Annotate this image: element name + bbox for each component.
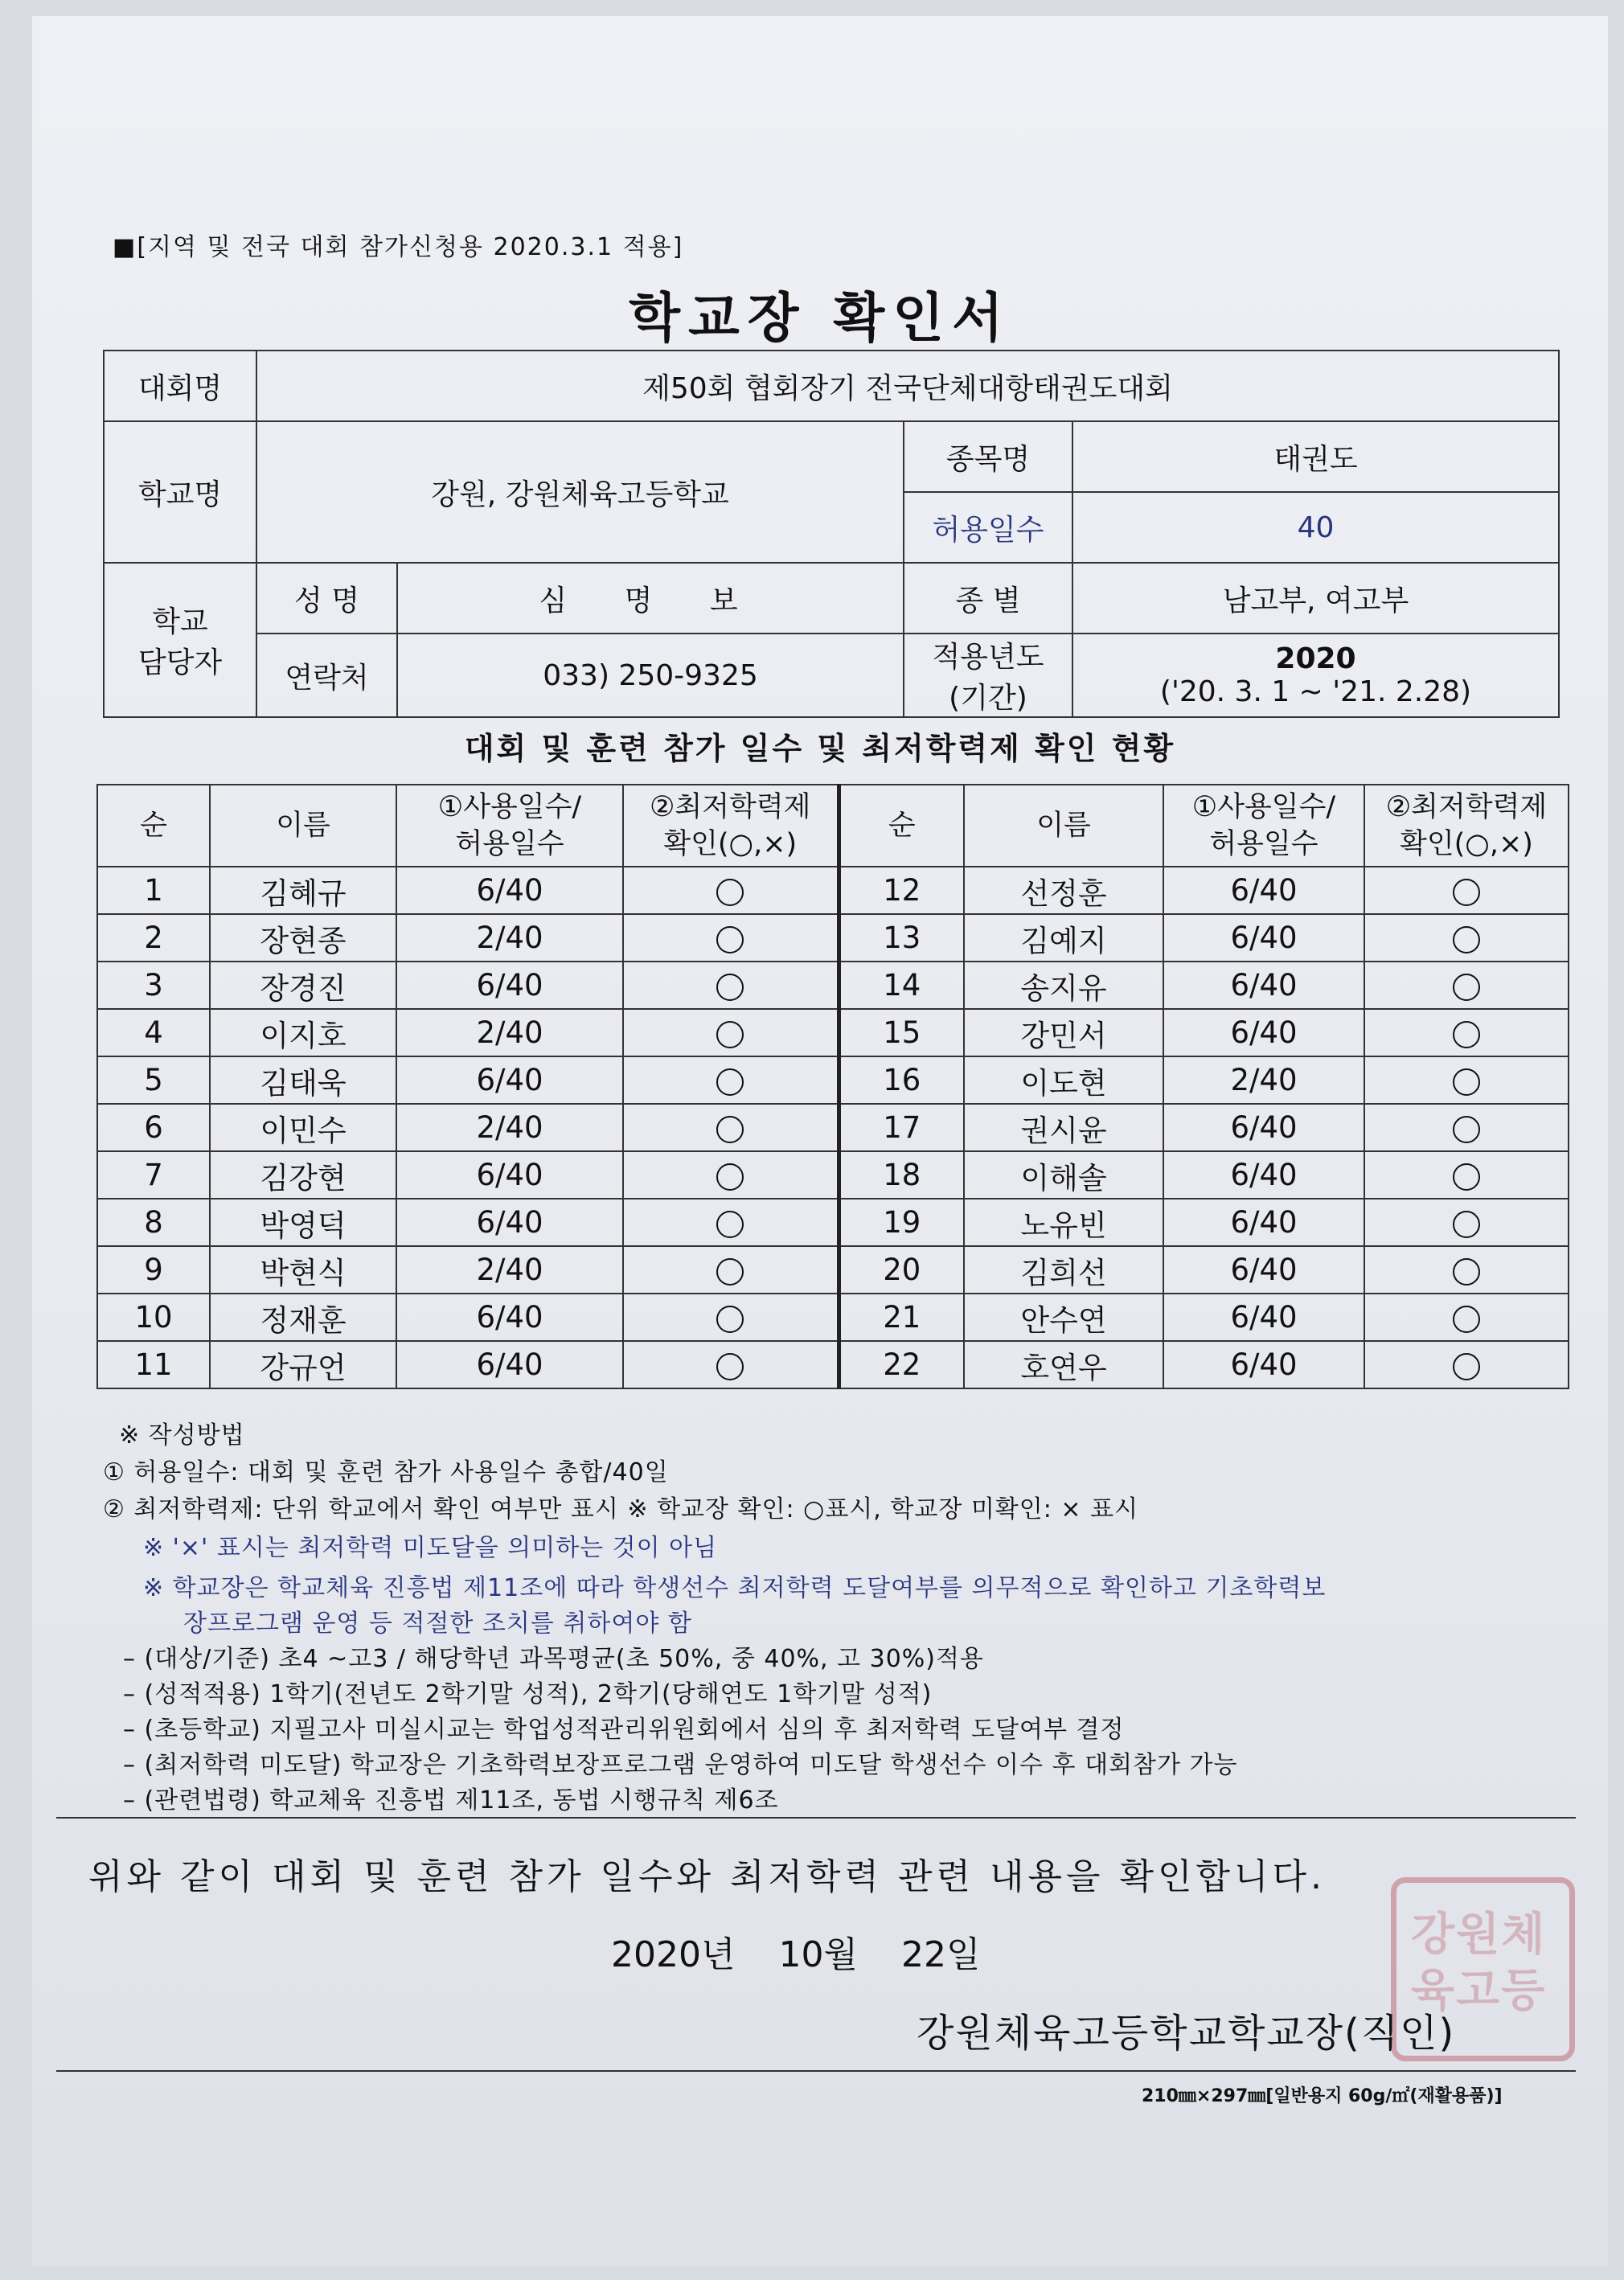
table-row	[97, 1246, 1569, 1294]
check-mark	[1364, 1009, 1569, 1056]
check-mark	[1364, 1104, 1569, 1151]
circle-icon	[1453, 926, 1480, 953]
check-mark	[623, 1246, 839, 1294]
form-tag: ■[지역 및 전국 대회 참가신청용 2020.3.1 적용]	[113, 233, 684, 261]
name-value: 심 명 보	[397, 563, 904, 634]
student-name: 권시윤	[964, 1104, 1163, 1151]
used-days: 6/40	[396, 1056, 623, 1104]
col-days-line2: 허용일수	[1209, 828, 1318, 860]
check-mark	[1364, 1056, 1569, 1104]
note-principal-duty: ※ 학교장은 학교체육 진흥법 제11조에 따라 학생선수 최저학력 도달여부를 의무적으로 확인하고 기초학력보	[143, 1574, 1327, 1602]
manager-label-line2: 담당자	[137, 646, 223, 679]
note-elementary: – (초등학교) 지필고사 미실시교는 학업성적관리위원회에서 심의 후 최저학력 도달여부 결정	[123, 1716, 1125, 1744]
col-name-right: 이름	[964, 785, 1163, 867]
used-days: 6/40	[1163, 1341, 1364, 1388]
circle-icon	[716, 926, 744, 953]
allowed-days-value: 40	[1072, 492, 1559, 563]
student-name: 김강현	[210, 1151, 396, 1199]
row-number: 17	[839, 1104, 964, 1151]
period-year: 2020	[1275, 642, 1356, 675]
circle-icon	[716, 1353, 744, 1380]
check-mark	[1364, 1151, 1569, 1199]
student-name: 김혜규	[210, 867, 396, 914]
table-row	[97, 1151, 1569, 1199]
event-value: 태권도	[1072, 421, 1559, 492]
student-name: 송지유	[964, 962, 1163, 1009]
student-name: 안수연	[964, 1294, 1163, 1341]
check-mark	[1364, 962, 1569, 1009]
col-days-right	[1163, 785, 1364, 867]
row-number: 19	[839, 1199, 964, 1246]
check-mark	[623, 1199, 839, 1246]
competition-value: 제50회 협회장기 전국단체대항태권도대회	[256, 351, 1559, 421]
student-name: 이민수	[210, 1104, 396, 1151]
event-label: 종목명	[904, 421, 1072, 492]
circle-icon	[1453, 879, 1480, 906]
circle-icon	[1453, 1306, 1480, 1333]
circle-icon	[716, 1211, 744, 1238]
row-number: 21	[839, 1294, 964, 1341]
used-days: 2/40	[396, 914, 623, 962]
circle-icon	[716, 1116, 744, 1143]
table-row	[97, 1294, 1569, 1341]
manager-label-line1: 학교	[152, 605, 208, 638]
roster-table	[96, 784, 1569, 1389]
used-days: 6/40	[396, 867, 623, 914]
row-number: 13	[839, 914, 964, 962]
student-name: 호연우	[964, 1341, 1163, 1388]
used-days: 6/40	[1163, 1294, 1364, 1341]
col-check-line1: ②최저학력제	[650, 791, 811, 823]
student-name: 장현종	[210, 914, 396, 962]
check-mark	[623, 1104, 839, 1151]
table-row	[97, 914, 1569, 962]
student-name: 노유빈	[964, 1199, 1163, 1246]
row-number: 2	[97, 914, 210, 962]
check-mark	[623, 867, 839, 914]
check-mark	[1364, 1246, 1569, 1294]
used-days: 6/40	[1163, 1104, 1364, 1151]
contact-value: 033) 250-9325	[397, 634, 904, 717]
document-title: 학교장 확인서	[629, 287, 1011, 349]
check-mark	[623, 1294, 839, 1341]
table-row	[97, 1199, 1569, 1246]
check-mark	[623, 1151, 839, 1199]
col-check-line2: 확인(○,×)	[663, 828, 798, 860]
row-number: 20	[839, 1246, 964, 1294]
used-days: 2/40	[1163, 1056, 1364, 1104]
student-name: 이해솔	[964, 1151, 1163, 1199]
confirmation-date	[611, 1925, 1012, 1977]
divider-top	[56, 1817, 1576, 1819]
row-number: 14	[839, 962, 964, 1009]
student-name: 이도현	[964, 1056, 1163, 1104]
note-min-academic: ② 최저학력제: 단위 학교에서 확인 여부만 표시 ※ 학교장 확인: ○표시, 학교장 미확인: × 표시	[103, 1495, 1139, 1523]
student-name: 김예지	[964, 914, 1163, 962]
table-row	[97, 1341, 1569, 1388]
row-number: 15	[839, 1009, 964, 1056]
date-year: 2020년	[611, 1934, 736, 1975]
name-label: 성 명	[256, 563, 397, 634]
allowed-days-label: 허용일수	[904, 492, 1072, 563]
check-mark	[623, 1056, 839, 1104]
circle-icon	[716, 1068, 744, 1096]
note-principal-duty-cont: 장프로그램 운영 등 적절한 조치를 취하여야 함	[183, 1610, 692, 1638]
used-days: 6/40	[1163, 962, 1364, 1009]
manager-label	[104, 563, 256, 717]
note-target: – (대상/기준) 초4 ~고3 / 해당학년 과목평균(초 50%, 중 40%, 고 30%)적용	[123, 1645, 984, 1673]
note-allowed-days: ① 허용일수: 대회 및 훈련 참가 사용일수 총합/40일	[103, 1458, 669, 1487]
circle-icon	[716, 974, 744, 1001]
confirmation-statement: 위와 같이 대회 및 훈련 참가 일수와 최저학력 관련 내용을 확인합니다.	[88, 1856, 1326, 1897]
col-check-right	[1364, 785, 1569, 867]
used-days: 2/40	[396, 1009, 623, 1056]
used-days: 6/40	[1163, 1246, 1364, 1294]
used-days: 6/40	[396, 1199, 623, 1246]
row-number: 6	[97, 1104, 210, 1151]
col-check-line1: ②최저학력제	[1385, 791, 1548, 823]
period-label-line2: (기간)	[949, 682, 1027, 715]
student-name: 강민서	[964, 1009, 1163, 1056]
student-name: 이지호	[210, 1009, 396, 1056]
col-check-left	[623, 785, 839, 867]
circle-icon	[716, 1163, 744, 1191]
row-number: 11	[97, 1341, 210, 1388]
period-label-line1: 적용년도	[932, 641, 1044, 674]
circle-icon	[716, 1306, 744, 1333]
paper-spec: 210㎜×297㎜[일반용지 60g/㎡(재활용품)]	[1142, 2086, 1503, 2106]
roster-body	[97, 867, 1569, 1388]
check-mark	[623, 1341, 839, 1388]
used-days: 6/40	[1163, 1009, 1364, 1056]
col-no-left: 순	[97, 785, 210, 867]
school-value: 강원, 강원체육고등학교	[256, 421, 904, 563]
student-name: 장경진	[210, 962, 396, 1009]
used-days: 2/40	[396, 1104, 623, 1151]
circle-icon	[716, 879, 744, 906]
note-laws: – (관련법령) 학교체육 진흥법 제11조, 동법 시행규칙 제6조	[123, 1786, 779, 1815]
used-days: 6/40	[396, 1294, 623, 1341]
student-name: 김태욱	[210, 1056, 396, 1104]
row-number: 12	[839, 867, 964, 914]
check-mark	[623, 914, 839, 962]
used-days: 6/40	[396, 1151, 623, 1199]
competition-label: 대회명	[104, 351, 256, 421]
used-days: 6/40	[1163, 914, 1364, 962]
col-days-line1: ①사용일수/	[437, 791, 582, 823]
student-name: 선정훈	[964, 867, 1163, 914]
circle-icon	[1453, 1258, 1480, 1286]
row-number: 22	[839, 1341, 964, 1388]
row-number: 18	[839, 1151, 964, 1199]
table-row	[97, 1104, 1569, 1151]
row-number: 5	[97, 1056, 210, 1104]
check-mark	[1364, 1341, 1569, 1388]
info-table	[103, 350, 1560, 718]
school-label: 학교명	[104, 421, 256, 563]
col-check-line2: 확인(○,×)	[1400, 828, 1533, 860]
signer: 강원체육고등학교학교장(직인)	[917, 2011, 1456, 2056]
used-days: 6/40	[1163, 1199, 1364, 1246]
table-row	[97, 867, 1569, 914]
circle-icon	[1453, 1211, 1480, 1238]
student-name: 박현식	[210, 1246, 396, 1294]
student-name: 정재훈	[210, 1294, 396, 1341]
table-row	[97, 1056, 1569, 1104]
row-number: 1	[97, 867, 210, 914]
circle-icon	[1453, 1353, 1480, 1380]
used-days: 6/40	[1163, 867, 1364, 914]
student-name: 박영덕	[210, 1199, 396, 1246]
col-days-line1: ①사용일수/	[1191, 791, 1336, 823]
circle-icon	[1453, 1068, 1480, 1096]
used-days: 6/40	[396, 962, 623, 1009]
student-name: 강규언	[210, 1341, 396, 1388]
note-below-minimum: – (최저학력 미도달) 학교장은 기초학력보장프로그램 운영하여 미도달 학생선수 이수 후 대회참가 가능	[123, 1751, 1238, 1779]
check-mark	[1364, 1199, 1569, 1246]
circle-icon	[1453, 1021, 1480, 1048]
row-number: 3	[97, 962, 210, 1009]
col-days-left	[396, 785, 623, 867]
used-days: 6/40	[1163, 1151, 1364, 1199]
col-name-left: 이름	[210, 785, 396, 867]
period-label	[904, 634, 1072, 717]
division-label: 종 별	[904, 563, 1072, 634]
check-mark	[1364, 914, 1569, 962]
check-mark	[623, 962, 839, 1009]
circle-icon	[716, 1258, 744, 1286]
used-days: 2/40	[396, 1246, 623, 1294]
row-number: 7	[97, 1151, 210, 1199]
student-name: 김희선	[964, 1246, 1163, 1294]
period-range: ('20. 3. 1 ~ '21. 2.28)	[1159, 675, 1472, 708]
seal-text: 강원체 육고등	[1411, 1909, 1547, 2017]
col-days-line2: 허용일수	[455, 828, 564, 860]
division-value: 남고부, 여고부	[1072, 563, 1559, 634]
note-grades: – (성적적용) 1학기(전년도 2학기말 성적), 2학기(당해연도 1학기말 성적)	[123, 1680, 933, 1708]
date-day: 22일	[900, 1934, 981, 1975]
row-number: 8	[97, 1199, 210, 1246]
check-mark	[1364, 1294, 1569, 1341]
row-number: 16	[839, 1056, 964, 1104]
table-row	[97, 962, 1569, 1009]
used-days: 6/40	[396, 1341, 623, 1388]
note-x-meaning: ※ '×' 표시는 최저학력 미도달을 의미하는 것이 아님	[143, 1534, 718, 1562]
circle-icon	[1453, 1163, 1480, 1191]
circle-icon	[1453, 974, 1480, 1001]
divider-bottom	[56, 2070, 1576, 2072]
circle-icon	[716, 1021, 744, 1048]
period-value	[1072, 634, 1559, 717]
check-mark	[623, 1009, 839, 1056]
document-page	[32, 16, 1608, 2267]
date-month: 10월	[778, 1934, 858, 1975]
notes-heading: ※ 작성방법	[119, 1421, 245, 1450]
row-number: 4	[97, 1009, 210, 1056]
row-number: 10	[97, 1294, 210, 1341]
circle-icon	[1453, 1116, 1480, 1143]
check-mark	[1364, 867, 1569, 914]
col-no-right: 순	[839, 785, 964, 867]
contact-label: 연락처	[256, 634, 397, 717]
row-number: 9	[97, 1246, 210, 1294]
roster-section-title: 대회 및 훈련 참가 일수 및 최저학력제 확인 현황	[464, 731, 1176, 766]
table-row	[97, 1009, 1569, 1056]
